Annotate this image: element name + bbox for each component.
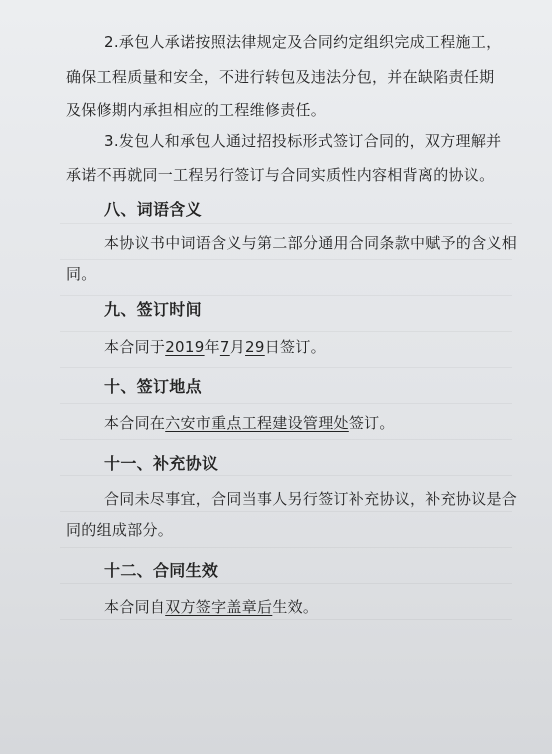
signing-place: 六安市重点工程建设管理处 [165, 414, 349, 432]
section-9-body [104, 340, 326, 355]
signing-year: 2019 [165, 338, 205, 356]
section-12-body [104, 600, 318, 615]
clause-2-line-3: 及保修期内承担相应的工程维修责任。 [66, 101, 327, 119]
clause-2-line-2: 确保工程质量和安全，不进行转包及违法分包，并在缺陷责任期 [66, 68, 495, 86]
paper-texture [60, 190, 512, 620]
effectiveness-condition: 双方签字盖章后 [165, 598, 273, 616]
clause-2-line-1: 2.承包人承诺按照法律规定及合同约定组织完成工程施工， [104, 33, 502, 51]
signing-month: 7 [219, 338, 230, 356]
month-label: 月 [229, 338, 246, 356]
section-10-prefix: 本合同在 [104, 414, 166, 432]
section-12-suffix: 生效。 [272, 598, 319, 616]
section-9-heading: 九、签订时间 [104, 300, 202, 319]
section-11-body-line-1: 合同未尽事宜，合同当事人另行签订补充协议，补充协议是合 [104, 490, 518, 508]
day-label: 日签订。 [264, 338, 326, 356]
clause-3-line-1: 3.发包人和承包人通过招投标形式签订合同的，双方理解并 [104, 132, 502, 150]
section-10-suffix: 签订。 [348, 414, 395, 432]
section-10-heading: 十、签订地点 [104, 377, 202, 396]
section-8-body-line-2: 同。 [66, 265, 97, 283]
section-11-body-line-2: 同的组成部分。 [66, 521, 174, 539]
section-8-body-line-1: 本协议书中词语含义与第二部分通用合同条款中赋予的含义相 [104, 234, 518, 252]
clause-3-line-2: 承诺不再就同一工程另行签订与合同实质性内容相背离的协议。 [66, 166, 495, 184]
section-12-heading: 十二、合同生效 [104, 561, 219, 580]
section-8-heading: 八、词语含义 [104, 200, 202, 219]
section-11-heading: 十一、补充协议 [104, 454, 219, 473]
section-10-body [104, 416, 395, 431]
year-label: 年 [204, 338, 220, 356]
section-12-prefix: 本合同自 [104, 598, 166, 616]
section-9-prefix: 本合同于 [104, 338, 166, 356]
signing-day: 29 [245, 338, 265, 356]
